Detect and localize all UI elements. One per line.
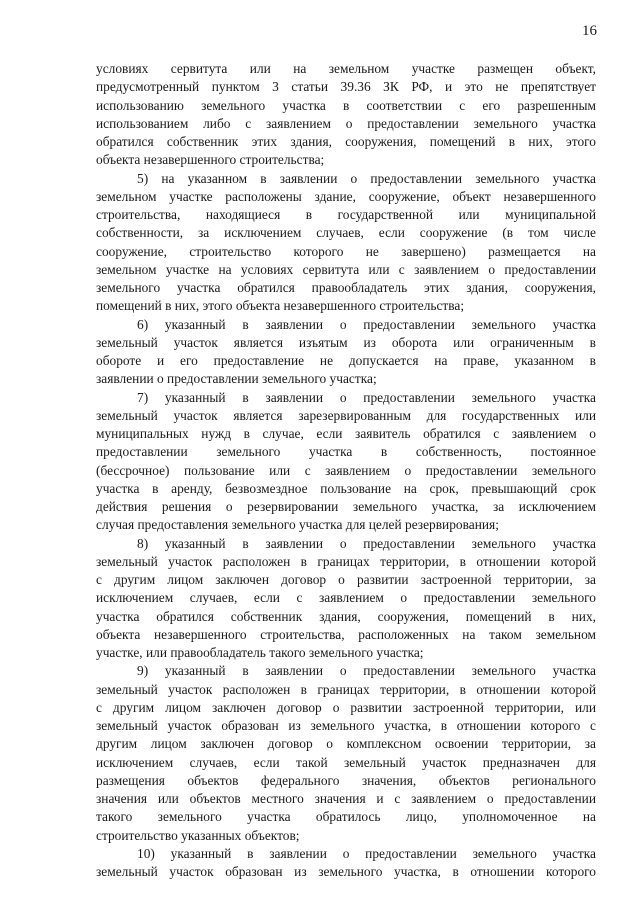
text-line: участке, или правообладатель такого земельного участка; [96, 645, 424, 660]
text-line: сооружение, строительство которого не завершено) размещается на [96, 243, 596, 259]
page-number: 16 [582, 23, 597, 39]
text-line: такого земельного участка обратилось лицо, уполномоченное на [96, 809, 596, 825]
text-line: помещений в них, этого объекта незавершенного строительства; [96, 298, 465, 314]
text-line: случая предоставления земельного участка для целей резервирования; [96, 517, 499, 533]
text-line: 8) указанный в заявлении о предоставлении земельного участка [137, 535, 596, 551]
text-line: исключением случаев, если с заявлением о предоставлении земельного [96, 590, 596, 606]
text-line: земельный участок расположен в границах территории, в отношении которой [96, 681, 596, 697]
text-line: обратился собственник этих здания, сооружения, помещений в них, этого [96, 134, 596, 149]
text-line: 9) указанный в заявлении о предоставлении земельного участка [137, 663, 596, 679]
text-line: земельного участка обратился правообладатель этих здания, сооружения, [96, 280, 596, 295]
text-line: заявлении о предоставлении земельного участка; [96, 371, 377, 387]
text-line: использованием либо с заявлением о предоставлении земельного участка [96, 115, 596, 131]
text-line: значения или объектов местного значения и с заявлением о предоставлении [96, 791, 596, 806]
text-line: 5) на указанном в заявлении о предоставлении земельного участка [137, 170, 596, 186]
text-line: строительства, находящиеся в государственной или муниципальной [96, 207, 596, 222]
text-line: земельный участок образован из земельного участка, в отношении которого [96, 864, 596, 879]
text-line: собственности, за исключением случаев, если сооружение (в том числе [96, 225, 596, 241]
text-line: строительство указанных объектов; [96, 827, 300, 843]
text-line: 10) указанный в заявлении о предоставлении земельного участка [137, 845, 596, 861]
text-line: земельный участок образован из земельного участка, в отношении которого с [96, 718, 596, 733]
text-line: участка обратился собственник здания, сооружения, помещений в них, [96, 608, 596, 624]
text-line: условиях сервитута или на земельном участке размещен объект, [96, 61, 596, 76]
text-line: с другим лицом заключен договор о развитии застроенной территории, или [96, 699, 596, 715]
text-line: земельном участке расположены здание, сооружение, объект незавершенного [96, 188, 596, 204]
text-line: использованию земельного участка в соответствии с его разрешенным [96, 97, 596, 113]
text-line: 7) указанный в заявлении о предоставлении земельного участка [137, 389, 596, 405]
text-line: предусмотренный пунктом 3 статьи 39.36 ЗК РФ, и это не препятствует [96, 79, 596, 95]
text-line: с другим лицом заключен договор о развитии застроенной территории, за [96, 572, 596, 587]
text-line: земельном участке на условиях сервитута или с заявлением о предоставлении [96, 261, 596, 277]
text-line: объекта незавершенного строительства; [96, 152, 325, 168]
text-line: земельный участок является зарезервированным для государственных или [96, 407, 596, 423]
document-body-text [96, 60, 596, 881]
text-line: действия решения о резервировании земельного участка, за исключением [96, 499, 596, 514]
text-line: земельный участок является изъятым из оборота или ограниченным в [96, 334, 596, 350]
text-line: 6) указанный в заявлении о предоставлении земельного участка [137, 316, 596, 332]
text-line: земельный участок расположен в границах территории, в отношении которой [96, 553, 596, 569]
text-line: размещения объектов федерального значения, объектов регионального [96, 772, 596, 788]
text-line: другим лицом заключен договор о комплексном освоении территории, за [96, 736, 596, 752]
text-line: исключением случаев, если такой земельный участок предназначен для [96, 754, 596, 770]
text-line: объекта незавершенного строительства, расположенных на таком земельном [96, 626, 596, 642]
text-line: участка в аренду, безвозмездное пользование на срок, превышающий срок [96, 480, 596, 496]
text-line: (бессрочное) пользование или с заявлением о предоставлении земельного [96, 462, 596, 478]
text-line: обороте и его предоставление не допускается на праве, указанном в [96, 353, 596, 368]
text-line: предоставлении земельного участка в собственность, постоянное [96, 444, 596, 460]
text-line: муниципальных нужд в случае, если заявитель обратился с заявлением о [96, 426, 596, 441]
